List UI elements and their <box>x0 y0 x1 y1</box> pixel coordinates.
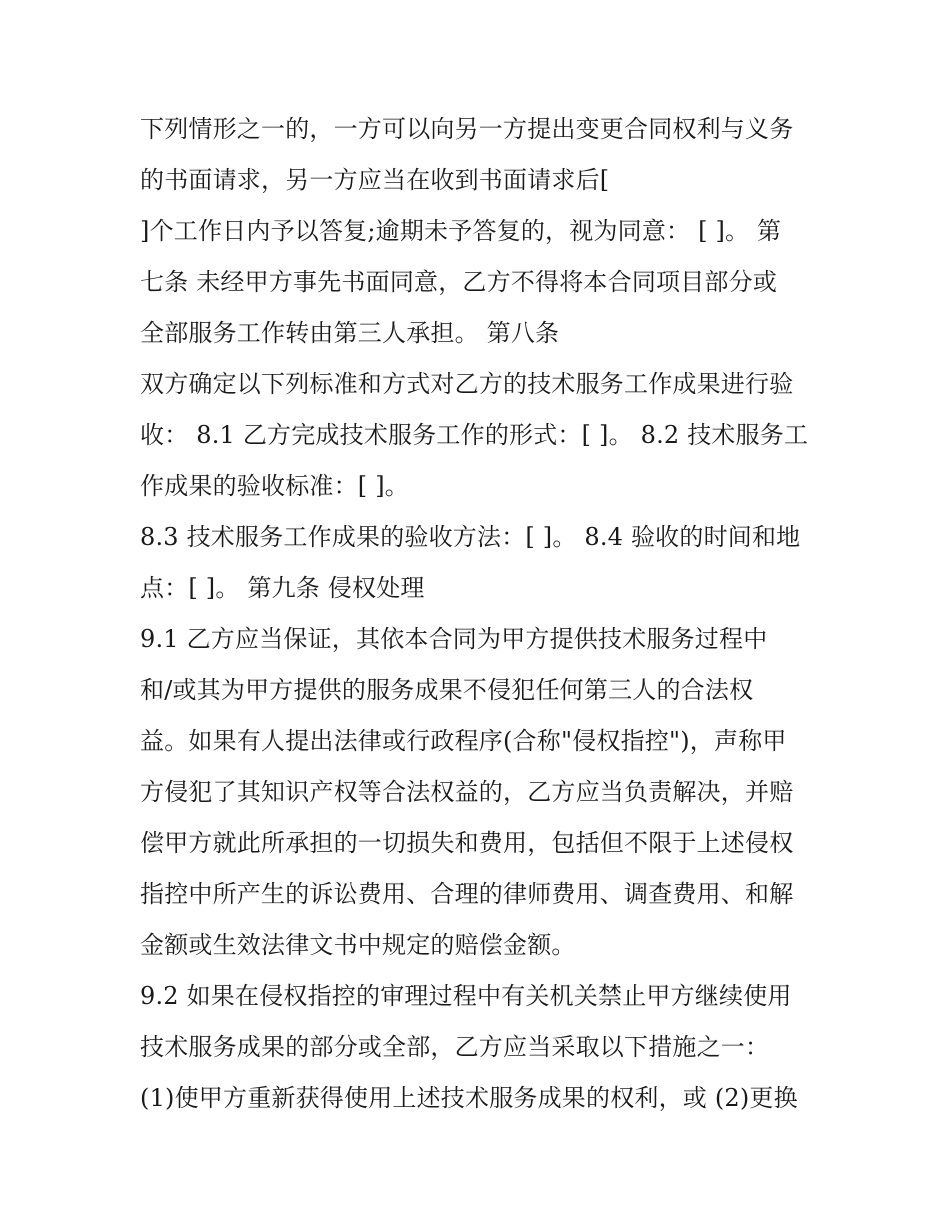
text-line: 方侵犯了其知识产权等合法权益的，乙方应当负责解决，并赔 <box>140 778 794 806</box>
text-line: 9.2 如果在侵权指控的审理过程中有关机关禁止甲方继续使用 <box>140 982 792 1010</box>
text-line: 作成果的验收标准：[ ]。 <box>140 472 409 500</box>
text-line: 七条 未经甲方事先书面同意，乙方不得将本合同项目部分或 <box>140 268 778 296</box>
text-line: 益。如果有人提出法律或行政程序(合称"侵权指控")，声称甲 <box>140 727 787 755</box>
text-line: (1)使甲方重新获得使用上述技术服务成果的权利，或 (2)更换 <box>140 1084 798 1112</box>
text-line: ]个工作日内予以答复;逾期未予答复的，视为同意： [ ]。 第 <box>140 217 782 245</box>
text-line: 收： 8.1 乙方完成技术服务工作的形式：[ ]。 8.2 技术服务工 <box>140 421 809 449</box>
text-line: 点：[ ]。 第九条 侵权处理 <box>140 574 425 602</box>
text-line: 偿甲方就此所承担的一切损失和费用，包括但不限于上述侵权 <box>140 829 794 857</box>
contract-text <box>140 104 830 1124</box>
text-line: 金额或生效法律文书中规定的赔偿金额。 <box>140 931 576 959</box>
text-line: 的书面请求，另一方应当在收到书面请求后[ <box>140 166 610 194</box>
text-line: 9.1 乙方应当保证，其依本合同为甲方提供技术服务过程中 <box>140 625 768 653</box>
text-line: 指控中所产生的诉讼费用、合理的律师费用、调查费用、和解 <box>140 880 794 908</box>
text-line: 和/或其为甲方提供的服务成果不侵犯任何第三人的合法权 <box>140 676 754 704</box>
text-line: 下列情形之一的，一方可以向另一方提出变更合同权利与义务 <box>140 115 794 143</box>
text-line: 技术服务成果的部分或全部，乙方应当采取以下措施之一： <box>140 1033 770 1061</box>
text-line: 8.3 技术服务工作成果的验收方法：[ ]。 8.4 验收的时间和地 <box>140 523 801 551</box>
text-line: 全部服务工作转由第三人承担。 第八条 <box>140 319 560 347</box>
text-line: 双方确定以下列标准和方式对乙方的技术服务工作成果进行验 <box>140 370 794 398</box>
